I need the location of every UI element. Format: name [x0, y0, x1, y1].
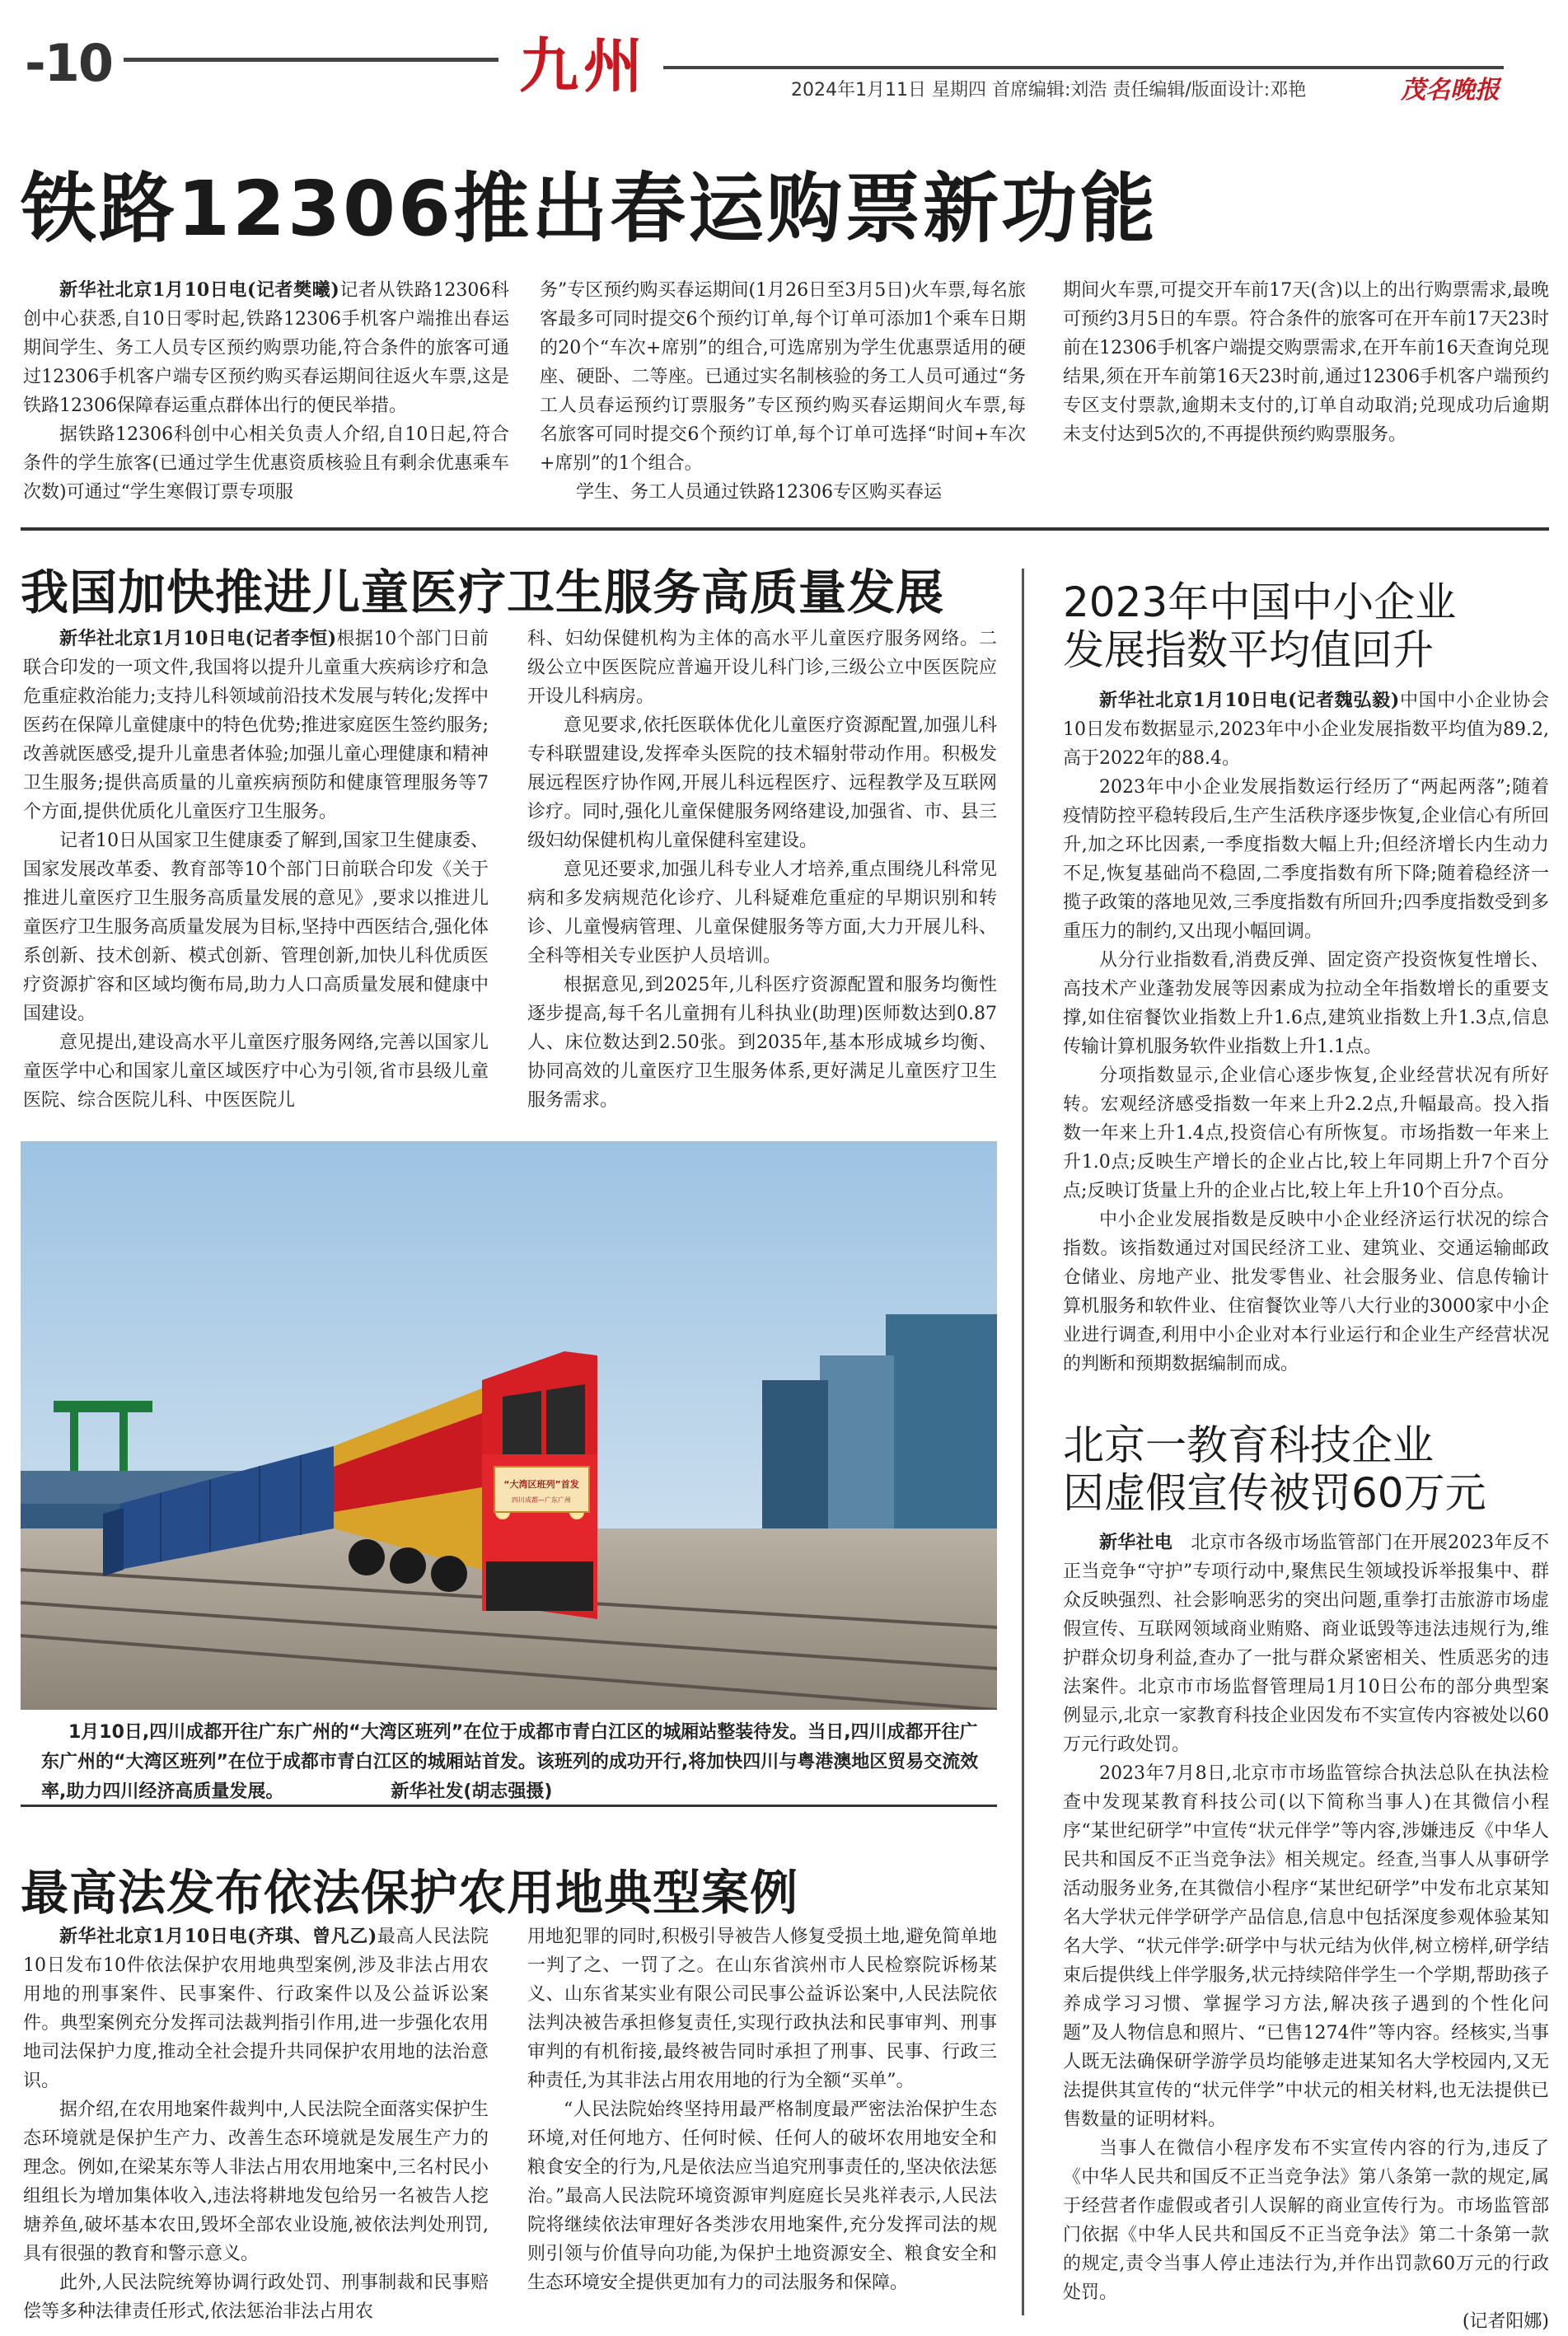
para-text: 2023年7月8日,北京市市场监管综合执法总队在执法检查中发现某教育科技公司(以下简称当事人)在其微信小程序“某世纪研学”中宣传“状元伴学”等内容,涉嫌违反《中华人民共和国反不正当竞争法》相关规定。经查,当事人从事研学活动服务业务,在其微信小程序“某世纪研学”中发布北京某知名大学状元伴学研学产品信息,信息中包括深度参观体验某知名大学、“状元伴学:研学中与状元结为伙伴,树立榜样,研学结束后提供线上伴学服务,状元持续陪伴学生一个学期,帮助孩子养成学习习惯、掌握学习方法,解决孩子遇到的个性化问题”及人物信息和照片、“已售1274件”等内容。经核实,当事人既无法确保研学游学员均能够走进某知名大学校园内,又无法提供其宣传的“状元伴学”中状元的相关材料,也无法提供已售数量的证明材料。 [1063, 1763, 1549, 2130]
article1-para [23, 420, 509, 507]
article4-para [1063, 686, 1549, 773]
para-text: 学生、务工人员通过铁路12306专区购买春运 [576, 482, 942, 503]
para-text: 意见要求,依托医联体优化儿童医疗资源配置,加强儿科专科联盟建设,发挥牵头医院的技术辐射带动作用。积极发展远程医疗协作网,开展儿科远程医疗、远程教学及互联网诊疗。同时,强化儿童保健服务网络建设,加强省、市、县三级妇幼保健机构儿童保健科室建设。 [527, 715, 997, 851]
article1-para [23, 276, 509, 420]
article5-body [1063, 1528, 1549, 2336]
article4-para [1063, 1205, 1549, 1379]
caption-text: 1月10日,四川成都开往广东广州的“大湾区班列”在位于成都市青白江区的城厢站整装待发。当日,四川成都开往广东广州的“大湾区班列”在位于成都市青白江区的城厢站首发。该班列的成功开行,将加快四川与粤港澳地区贸易交流效率,助力四川经济高质量发展。 [41, 1722, 979, 1802]
para-text: 据铁路12306科创中心相关负责人介绍,自10日起,符合条件的学生旅客(已通过学生优惠资质核验且有剩余优惠乘车次数)可通过“学生寒假订票专项服 [23, 424, 509, 503]
train-badge-sub: 四川成都—广东广州 [512, 1496, 571, 1504]
article3-para [23, 2095, 489, 2268]
article3-col2 [527, 1922, 997, 2297]
article2-para [23, 826, 489, 1028]
article1-para [540, 478, 1026, 507]
dateline: 新华社北京1月10日电(记者樊曦) [59, 279, 339, 301]
section-title: 九州 [519, 31, 648, 101]
headline-line: 因虚假宣传被罚60万元 [1063, 1469, 1486, 1517]
para-text: 北京市各级市场监管部门在开展2023年反不正当竞争“守护”专项行动中,聚焦民生领域投诉举报集中、群众反映强烈、社会影响恶劣的突出问题,重拳打击旅游市场虚假宣传、互联网领域商业贿赂、商业诋毁等违法违规行为,维护群众切身利益,查办了一批与群众紧密相关、性质恶劣的违法案件。北京市市场监督管理局1月10日公布的部分典型案例显示,北京一家教育科技企业因发布不实宣传内容被处以60万元行政处罚。 [1063, 1533, 1549, 1755]
masthead-logo: 茂名晚报 [1401, 76, 1500, 105]
article3-para [23, 2268, 489, 2326]
headline-line: 2023年中国中小企业 [1063, 578, 1457, 626]
para-text: 根据意见,到2025年,儿科医疗资源配置和服务均衡性逐步提高,每千名儿童拥有儿科执业(助理)医师数达到0.87人、床位数达到2.50张。到2035年,基本形成城乡均衡、协同高效的儿童医疗卫生服务体系,更好满足儿童医疗卫生服务需求。 [527, 975, 997, 1111]
para-text: “人民法院始终坚持用最严格制度最严密法治保护生态环境,对任何地方、任何时候、任何人的破坏农用地安全和粮食安全的行为,凡是依法应当追究刑事责任的,坚决依法惩治。”最高人民法院环境资源审判庭庭长吴兆祥表示,人民法院将继续依法审理好各类涉农用地案件,充分发挥司法的规则引领与价值导向功能,为保护土地资源安全、粮食安全和生态环境安全提供更加有力的司法服务和保障。 [527, 2100, 997, 2293]
divider [21, 527, 1549, 531]
para-text: 科、妇幼保健机构为主体的高水平儿童医疗服务网络。二级公立中医医院应普遍开设儿科门诊,三级公立中医医院应开设儿科病房。 [527, 629, 997, 707]
article2-para [527, 711, 997, 855]
article2-col2 [527, 625, 997, 1115]
article2-para [527, 855, 997, 971]
para-text: 意见还要求,加强儿科专业人才培养,重点围绕儿科常见病和多发病规范化诊疗、儿科疑难危重症的早期识别和转诊、儿童慢病管理、儿童保健服务等方面,大力开展儿科、全科等相关专业医护人员培训。 [527, 859, 997, 967]
para-text: 期间火车票,可提交开车前17天(含)以上的出行购票需求,最晚可预约3月5日的车票。符合条件的旅客可在开车前17天23时前在12306手机客户端提交购票需求,在开车前16天查询兑现结果,须在开车前第16天23时前,通过12306手机客户端预约专区支付票款,逾期未支付的,订单自动取消;兑现成功后逾期未支付达到5次的,不再提供预约购票服务。 [1063, 280, 1549, 445]
article5-byline: (记者阳娜) [1462, 2311, 1549, 2332]
para-text: 中小企业发展指数是反映中小企业经济运行状况的综合指数。该指数通过对国民经济工业、建筑业、交通运输邮政仓储业、房地产业、批发零售业、社会服务业、信息传输计算机服务和软件业、住宿餐饮业等八大行业的3000家中小企业进行调查,利用中小企业对本行业运行和企业生产经营状况的判断和预期数据编制而成。 [1063, 1210, 1549, 1374]
para-text: 据介绍,在农用地案件裁判中,人民法院全面落实保护生态环境就是保护生产力、改善生态环境就是发展生产力的理念。例如,在梁某东等人非法占用农用地案中,三名村民小组组长为增加集体收入,违法将耕地发包给另一名被告人挖塘养鱼,破坏基本农田,毁坏全部农业设施,被依法判处刑罚,具有很强的教育和警示意义。 [23, 2100, 489, 2264]
para-text: 2023年中小企业发展指数运行经历了“两起两落”;随着疫情防控平稳转段后,生产生活秩序逐步恢复,企业信心有所回升,加之环比因素,一季度指数大幅上升;但经济增长内生动力不足,恢复基础尚不稳固,二季度指数有所下降;随着稳经济一揽子政策的落地见效,三季度指数有所回升;四季度指数受到多重压力的制约,又出现小幅回调。 [1063, 777, 1549, 942]
article2-para [527, 625, 997, 711]
article4-headline [1063, 578, 1456, 674]
headline-line: 北京一教育科技企业 [1063, 1421, 1434, 1469]
article2-col1 [23, 625, 489, 1115]
header-rule-left [124, 58, 498, 62]
page-number: -10 [25, 33, 113, 93]
article1-col2 [540, 276, 1026, 507]
headline-line: 发展指数平均值回升 [1063, 626, 1434, 674]
para-text: 当事人在微信小程序发布不实宣传内容的行为,违反了《中华人民共和国反不正当竞争法》第八条第一款的规定,属于经营者作虚假或者引人误解的商业宣传行为。市场监管部门依据《中华人民共和国反不正当竞争法》第二十条第一款的规定,责令当事人停止违法行为,并作出罚款60万元的行政处罚。 [1063, 2138, 1549, 2303]
divider [21, 1805, 997, 1807]
article2-para [23, 625, 489, 826]
para-text: 务”专区预约购买春运期间(1月26日至3月5日)火车票,每名旅客最多可同时提交6个预约订单,每个订单可添加1个乘车日期的20个“车次+席别”的组合,可选席别为学生优惠票适用的硬座、硬卧、二等座。已通过实名制核验的务工人员可通过“务工人员春运预约订票服务”专区预约购买春运期间火车票,每名旅客可同时提交6个预约订单,每个订单可选择“时间+车次+席别”的1个组合。 [540, 280, 1026, 474]
article5-para [1063, 1759, 1549, 2134]
article5-para [1063, 1528, 1549, 1759]
article3-para [527, 1922, 997, 2095]
article5-headline [1063, 1421, 1486, 1517]
article3-para [23, 1922, 489, 2095]
para-text: 中国中小企业协会10日发布数据显示,2023年中小企业发展指数平均值为89.2,高于2022年的88.4。 [1063, 691, 1549, 769]
article3-para [527, 2095, 997, 2297]
train-illustration [21, 1141, 997, 1710]
article2-para [23, 1028, 489, 1115]
column-divider [1022, 569, 1024, 2315]
article1-col1 [23, 276, 509, 507]
photo-credit: 新华社发(胡志强摄) [391, 1781, 553, 1802]
train-photo [21, 1141, 997, 1710]
photo-caption [41, 1718, 981, 1807]
para-text: 最高人民法院10日发布10件依法保护农用地典型案例,涉及非法占用农用地的刑事案件、民事案件、行政案件以及公益诉讼案件。典型案例充分发挥司法裁判指引作用,进一步强化农用地司法保护力度,推动全社会提升共同保护农用地的法治意识。 [23, 1926, 489, 2091]
article3-headline: 最高法发布依法保护农用地典型案例 [21, 1865, 799, 1921]
para-text: 此外,人民法院统筹协调行政处罚、刑事制裁和民事赔偿等多种法律责任形式,依法惩治非法占用农 [23, 2273, 489, 2322]
article4-para [1063, 773, 1549, 946]
article1-para [540, 276, 1026, 478]
article1-col3 [1063, 276, 1549, 449]
article1-para [1063, 276, 1549, 449]
article5-para [1063, 2134, 1549, 2307]
para-text: 记者从铁路12306科创中心获悉,自10日零时起,铁路12306手机客户端推出春运期间学生、务工人员专区预约购票功能,符合条件的旅客可通过12306手机客户端专区预约购买春运期间往返火车票,这是铁路12306保障春运重点群体出行的便民举措。 [23, 280, 509, 416]
dateline: 新华社北京1月10日电(齐琪、曾凡乙) [59, 1926, 377, 1947]
dateline: 新华社电 [1099, 1532, 1173, 1553]
article2-headline: 我国加快推进儿童医疗卫生服务高质量发展 [21, 564, 945, 620]
header-rule-right [663, 66, 1504, 69]
para-text: 分项指数显示,企业信心逐步恢复,企业经营状况有所好转。宏观经济感受指数一年来上升2.2点,升幅最高。投入指数一年来上升1.4点,投资信心有所恢复。市场指数一年来上升1.0点;反映生产增长的企业占比,较上年同期上升7个百分点;反映订货量上升的企业占比,较上年上升10个百分点。 [1063, 1065, 1549, 1201]
article4-para [1063, 1061, 1549, 1205]
dateline: 新华社北京1月10日电(记者李恒) [59, 628, 337, 649]
article4-body [1063, 686, 1549, 1379]
train-badge: “大湾区班列”首发 [503, 1479, 579, 1490]
article3-col1 [23, 1922, 489, 2326]
article2-para [527, 971, 997, 1115]
article4-para [1063, 946, 1549, 1061]
header-info: 2024年1月11日 星期四 首席编辑:刘浩 责任编辑/版面设计:邓艳 [791, 80, 1307, 101]
section-box [519, 25, 659, 107]
para-text: 用地犯罪的同时,积极引导被告人修复受损土地,避免简单地一判了之、一罚了之。在山东省滨州市人民检察院诉杨某义、山东省某实业有限公司民事公益诉讼案中,人民法院依法判决被告承担修复责任,实现行政执法和民事审判、刑事审判的有机衔接,最终被告同时承担了刑事、民事、行政三种责任,为其非法占用农用地的行为全额“买单”。 [527, 1926, 997, 2091]
para-text: 意见提出,建设高水平儿童医疗服务网络,完善以国家儿童医学中心和国家儿童区域医疗中心为引领,省市县级儿童医院、综合医院儿科、中医医院儿 [23, 1032, 489, 1111]
para-text: 从分行业指数看,消费反弹、固定资产投资恢复性增长、高技术产业蓬勃发展等因素成为拉动全年指数增长的重要支撑,如住宿餐饮业指数上升1.6点,建筑业指数上升1.3点,信息传输计算机服务软件业指数上升1.1点。 [1063, 950, 1549, 1057]
para-text: 记者10日从国家卫生健康委了解到,国家卫生健康委、国家发展改革委、教育部等10个部门日前联合印发《关于推进儿童医疗卫生服务高质量发展的意见》,要求以推进儿童医疗卫生服务高质量发展为目标,坚持中西医结合,强化体系创新、技术创新、模式创新、管理创新,加快儿科优质医疗资源扩容和区域均衡布局,助力人口高质量发展和健康中国建设。 [23, 831, 489, 1024]
dateline: 新华社北京1月10日电(记者魏弘毅) [1099, 690, 1400, 711]
article1-headline: 铁路12306推出春运购票新功能 [21, 165, 1158, 253]
para-text: 根据10个部门日前联合印发的一项文件,我国将以提升儿童重大疾病诊疗和急危重症救治能力;支持儿科领域前沿技术发展与转化;发挥中医药在保障儿童健康中的特色优势;推进家庭医生签约服务;改善就医感受,提升儿童患者体验;加强儿童心理健康和精神卫生服务;提供高质量的儿童疾病预防和健康管理服务等7个方面,提供优质化儿童医疗卫生服务。 [23, 629, 489, 822]
